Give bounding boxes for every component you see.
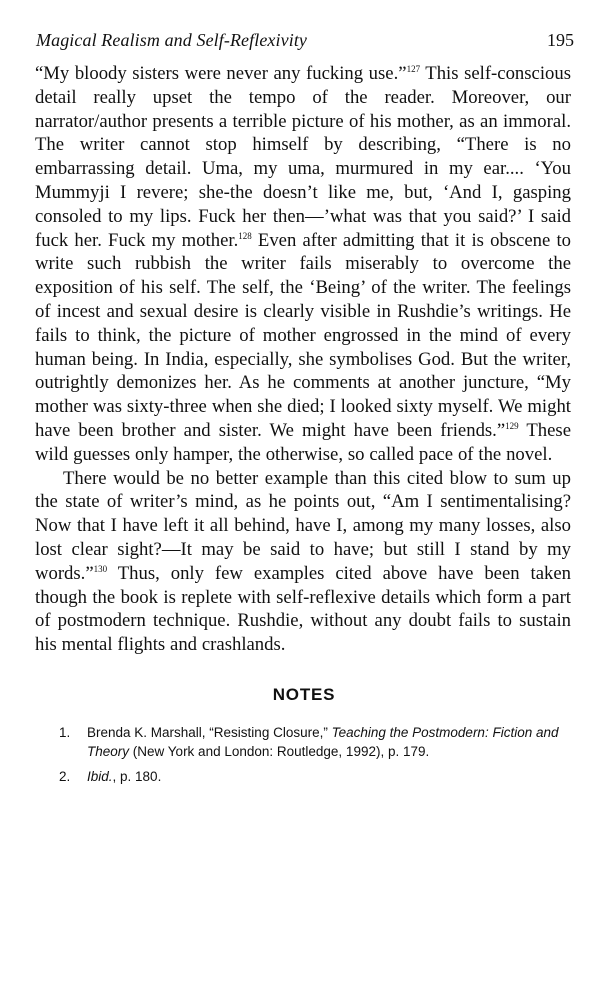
note-number: 2. bbox=[59, 768, 71, 784]
note-ibid: Ibid. bbox=[87, 768, 113, 784]
note-text-part-2: , p. 180. bbox=[112, 768, 162, 784]
footnote-ref-130: 130 bbox=[93, 563, 108, 574]
paragraph-2 bbox=[35, 467, 571, 657]
paragraph-2-segment-2: Thus, only few examples cited above have been taken though the book is replete with self-reflexive details which form a part of postmodern technique. Rushdie, without any doubt fails to sustain his mental flights and crashlands. bbox=[35, 562, 571, 656]
notes-list bbox=[52, 723, 565, 786]
paragraph-1-segment-2: This self-conscious detail really upset the tempo of the reader. Moreover, our narrator/author presents a terrible picture of his mother, as an immoral. The writer cannot stop himself by describing, “There is no embarrassing detail. Uma, my uma, murmured in my ear.... ‘You Mummyji I revere; she-the doesn’t like me, but, ‘And I, gasping consoled to my lips. Fuck her then—’what was that you said?’ I said fuck her. Fuck my mother. bbox=[35, 63, 571, 251]
paragraph-1-segment-3: Even after admitting that it is obscene to write such rubbish the writer fails miserably to overcome the exposition of his self. The self, the ‘Being’ of the writer. The feelings of incest and sexual desire is clearly visible in Rushdie’s writings. He fails to think, the picture of mother engrossed in the mind of every human being. In India, especially, she symbolises God. But the writer, outrightly demonizes her. As he comments at another juncture, “My mother was sixty-three when she died; I looked sixty myself. We might have been brother and sister. We might have been friends.” bbox=[35, 229, 571, 441]
notes-heading: NOTES bbox=[272, 684, 336, 704]
footnote-ref-129: 129 bbox=[505, 420, 519, 431]
paragraph-1-segment-1: “My bloody sisters were never any fucking use.” bbox=[35, 63, 407, 84]
page-number: 195 bbox=[547, 30, 574, 50]
note-item-1 bbox=[52, 723, 565, 761]
paragraph-1-segment-4: These wild guesses only hamper, the otherwise, so called pace of the novel. bbox=[35, 419, 571, 465]
paragraph-2-segment-1: There would be no better example than this cited blow to sum up the state of writer’s mind, as he points out, “Am I sentimentalising? Now that I have left it all behind, have I, among my many losses, also lost clear sight?—It may be said to have; but still I stand by my words.” bbox=[35, 467, 571, 584]
running-title: Magical Realism and Self-Reflexivity bbox=[36, 30, 308, 50]
note-number: 1. bbox=[59, 724, 71, 740]
note-item-2 bbox=[52, 767, 565, 786]
note-book-title: Teaching the Postmodern: Fiction and Theory bbox=[87, 724, 559, 759]
paragraph-1 bbox=[35, 62, 571, 467]
book-page bbox=[34, 28, 574, 988]
note-text-part-2: (New York and London: Routledge, 1992), p. 179. bbox=[129, 743, 430, 759]
footnote-ref-128: 128 bbox=[238, 230, 252, 241]
note-text-part-1: Brenda K. Marshall, “Resisting Closure,” bbox=[87, 724, 332, 740]
body-text bbox=[35, 62, 571, 657]
running-head bbox=[34, 28, 574, 54]
footnote-ref-127: 127 bbox=[406, 63, 421, 74]
